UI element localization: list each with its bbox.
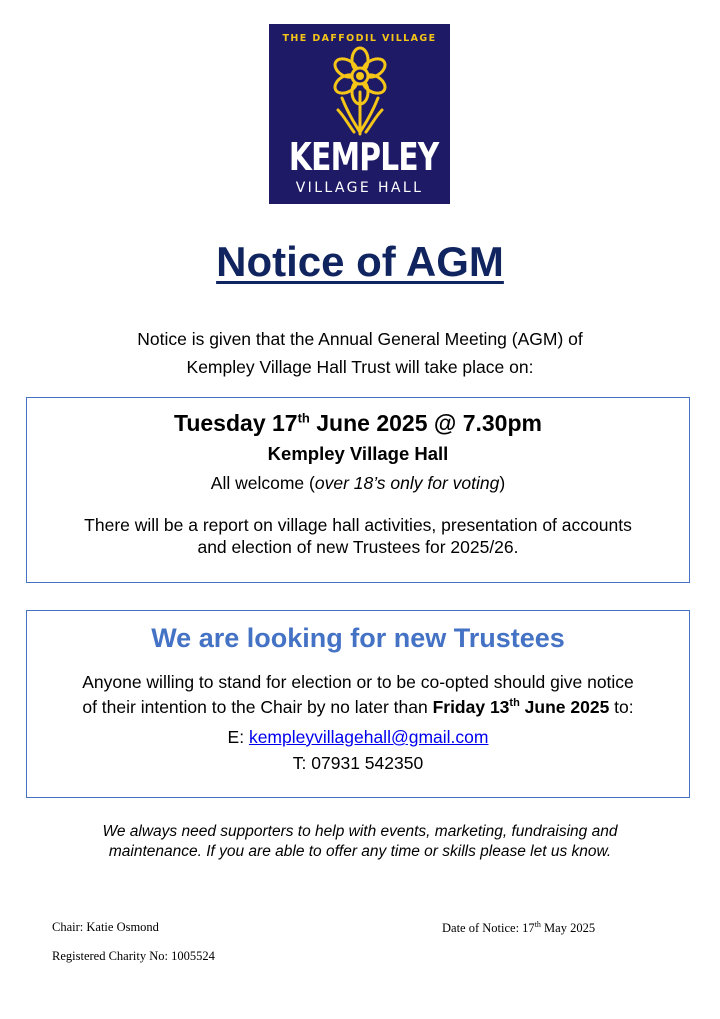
page-title [0,238,720,286]
intro-paragraph [80,325,640,381]
meeting-welcome: All welcome (over 18’s only for voting) [210,473,506,493]
meeting-date: Tuesday 17th June 2025 @ 7.30pm [174,410,542,436]
footer-chair: Chair: Katie Osmond [52,920,159,934]
logo-tagline: THE DAFFODIL VILLAGE [282,33,437,44]
supporters-note: We always need supporters to help with events, marketing, fundraising and maintenance. If you are able to offer any time or skills please let us know. [102,823,618,860]
trustees-box [26,610,690,798]
trustees-heading: We are looking for new Trustees [151,623,565,653]
trustees-deadline: Friday 13th June 2025 [432,696,610,717]
logo-wordmark: KEMPLEY [288,135,439,179]
kempley-logo [269,24,450,204]
page-title-text: Notice of AGM [216,238,504,285]
daffodil-icon [324,46,396,136]
contact-email-line: E: kempleyvillagehall@gmail.com [227,726,489,747]
footer-charity-number: Registered Charity No: 1005524 [52,949,215,963]
intro-line-2: Kempley Village Hall Trust will take place on: [186,357,534,377]
email-link[interactable]: kempleyvillagehall@gmail.com [248,726,489,747]
footer-notice-date: Date of Notice: 17th May 2025 [442,920,596,936]
contact-phone: T: 07931 542350 [292,752,424,773]
intro-line-1: Notice is given that the Annual General Meeting (AGM) of [137,329,583,349]
meeting-report-note: There will be a report on village hall activities, presentation of accounts and election of new Trustees for 2025/26. [84,515,632,557]
logo-subtitle: VILLAGE HALL [295,180,424,196]
trustees-body: Anyone willing to stand for election or to be co-opted should give notice of their intention to the Chair by no later than Friday 13th June 2025 to: [82,672,634,717]
meeting-details-box [26,397,690,583]
meeting-venue: Kempley Village Hall [267,443,449,464]
